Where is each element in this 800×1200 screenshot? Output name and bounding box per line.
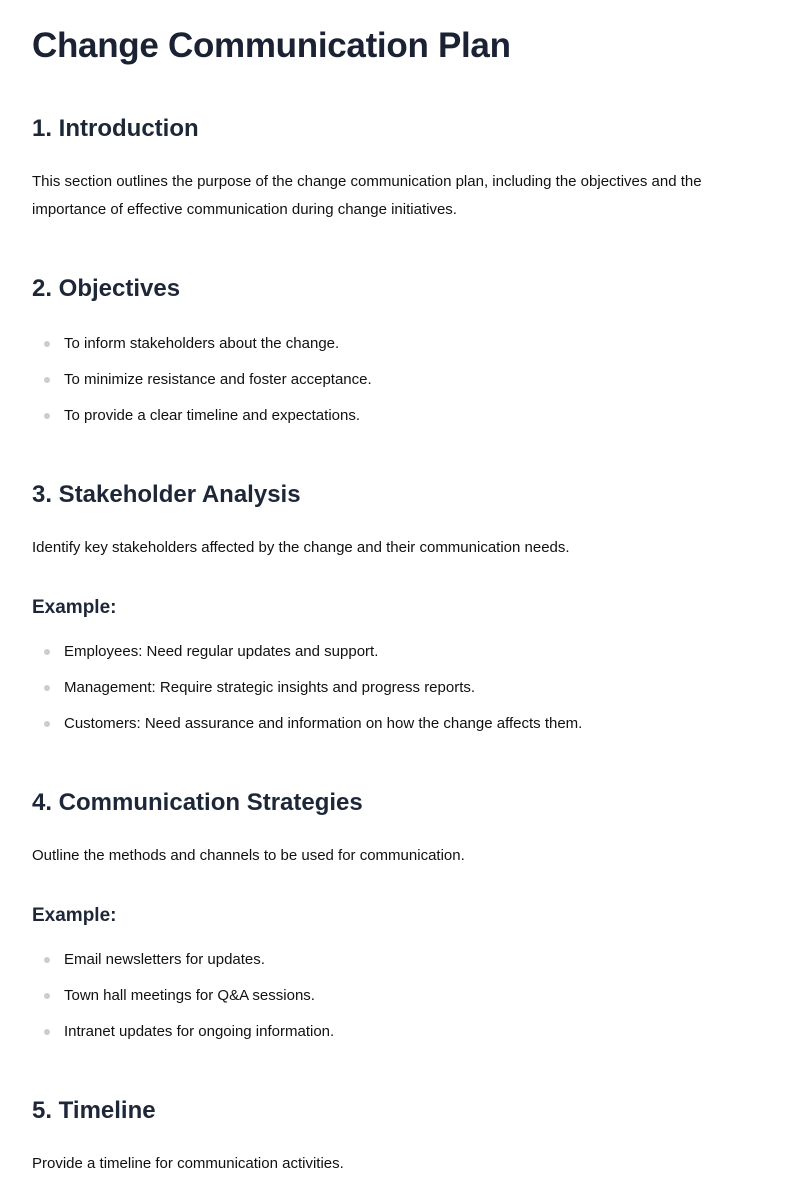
bullet-icon (44, 1029, 50, 1035)
bullet-icon (44, 341, 50, 347)
list-item (32, 678, 768, 698)
bullet-icon (44, 957, 50, 963)
list-item (32, 370, 768, 390)
bullet-icon (44, 685, 50, 691)
section-text-stakeholder-analysis: Identify key stakeholders affected by the change and their communication needs. (32, 539, 570, 556)
list-item-text: To minimize resistance and foster acceptance. (64, 371, 372, 388)
section-heading-introduction: 1. Introduction (32, 115, 199, 142)
section-text-timeline: Provide a timeline for communication activities. (32, 1155, 344, 1172)
bullet-icon (44, 721, 50, 727)
list-item-text: Email newsletters for updates. (64, 951, 265, 968)
bullet-icon (44, 993, 50, 999)
section-heading-objectives: 2. Objectives (32, 275, 181, 302)
list-item (32, 334, 768, 354)
bullet-icon (44, 413, 50, 419)
bullet-icon (44, 649, 50, 655)
section-text-introduction: This section outlines the purpose of the change communication plan, including the objectives and the importance of effective communication during change initiatives. (32, 173, 702, 218)
list-item-text: Employees: Need regular updates and support. (64, 643, 379, 660)
stakeholder-list (32, 642, 768, 734)
list-item-text: Intranet updates for ongoing information. (64, 1023, 335, 1040)
list-item-text: Management: Require strategic insights and progress reports. (64, 679, 476, 696)
list-item-text: Town hall meetings for Q&A sessions. (64, 987, 315, 1004)
list-item (32, 642, 768, 662)
section-heading-communication-strategies: 4. Communication Strategies (32, 789, 363, 816)
list-item (32, 714, 768, 734)
list-item (32, 950, 768, 970)
section-heading-timeline: 5. Timeline (32, 1097, 156, 1124)
list-item (32, 1022, 768, 1042)
list-item-text: To provide a clear timeline and expectations. (64, 407, 361, 424)
example-heading: Example: (32, 905, 117, 926)
list-item-text: Customers: Need assurance and information on how the change affects them. (64, 715, 583, 732)
list-item-text: To inform stakeholders about the change. (64, 335, 340, 352)
list-item (32, 406, 768, 426)
list-item (32, 986, 768, 1006)
example-heading: Example: (32, 597, 117, 618)
page-title: Change Communication Plan (32, 26, 511, 65)
bullet-icon (44, 377, 50, 383)
objectives-list (32, 334, 768, 426)
strategies-list (32, 950, 768, 1042)
section-text-communication-strategies: Outline the methods and channels to be used for communication. (32, 847, 465, 864)
section-heading-stakeholder-analysis: 3. Stakeholder Analysis (32, 481, 301, 508)
